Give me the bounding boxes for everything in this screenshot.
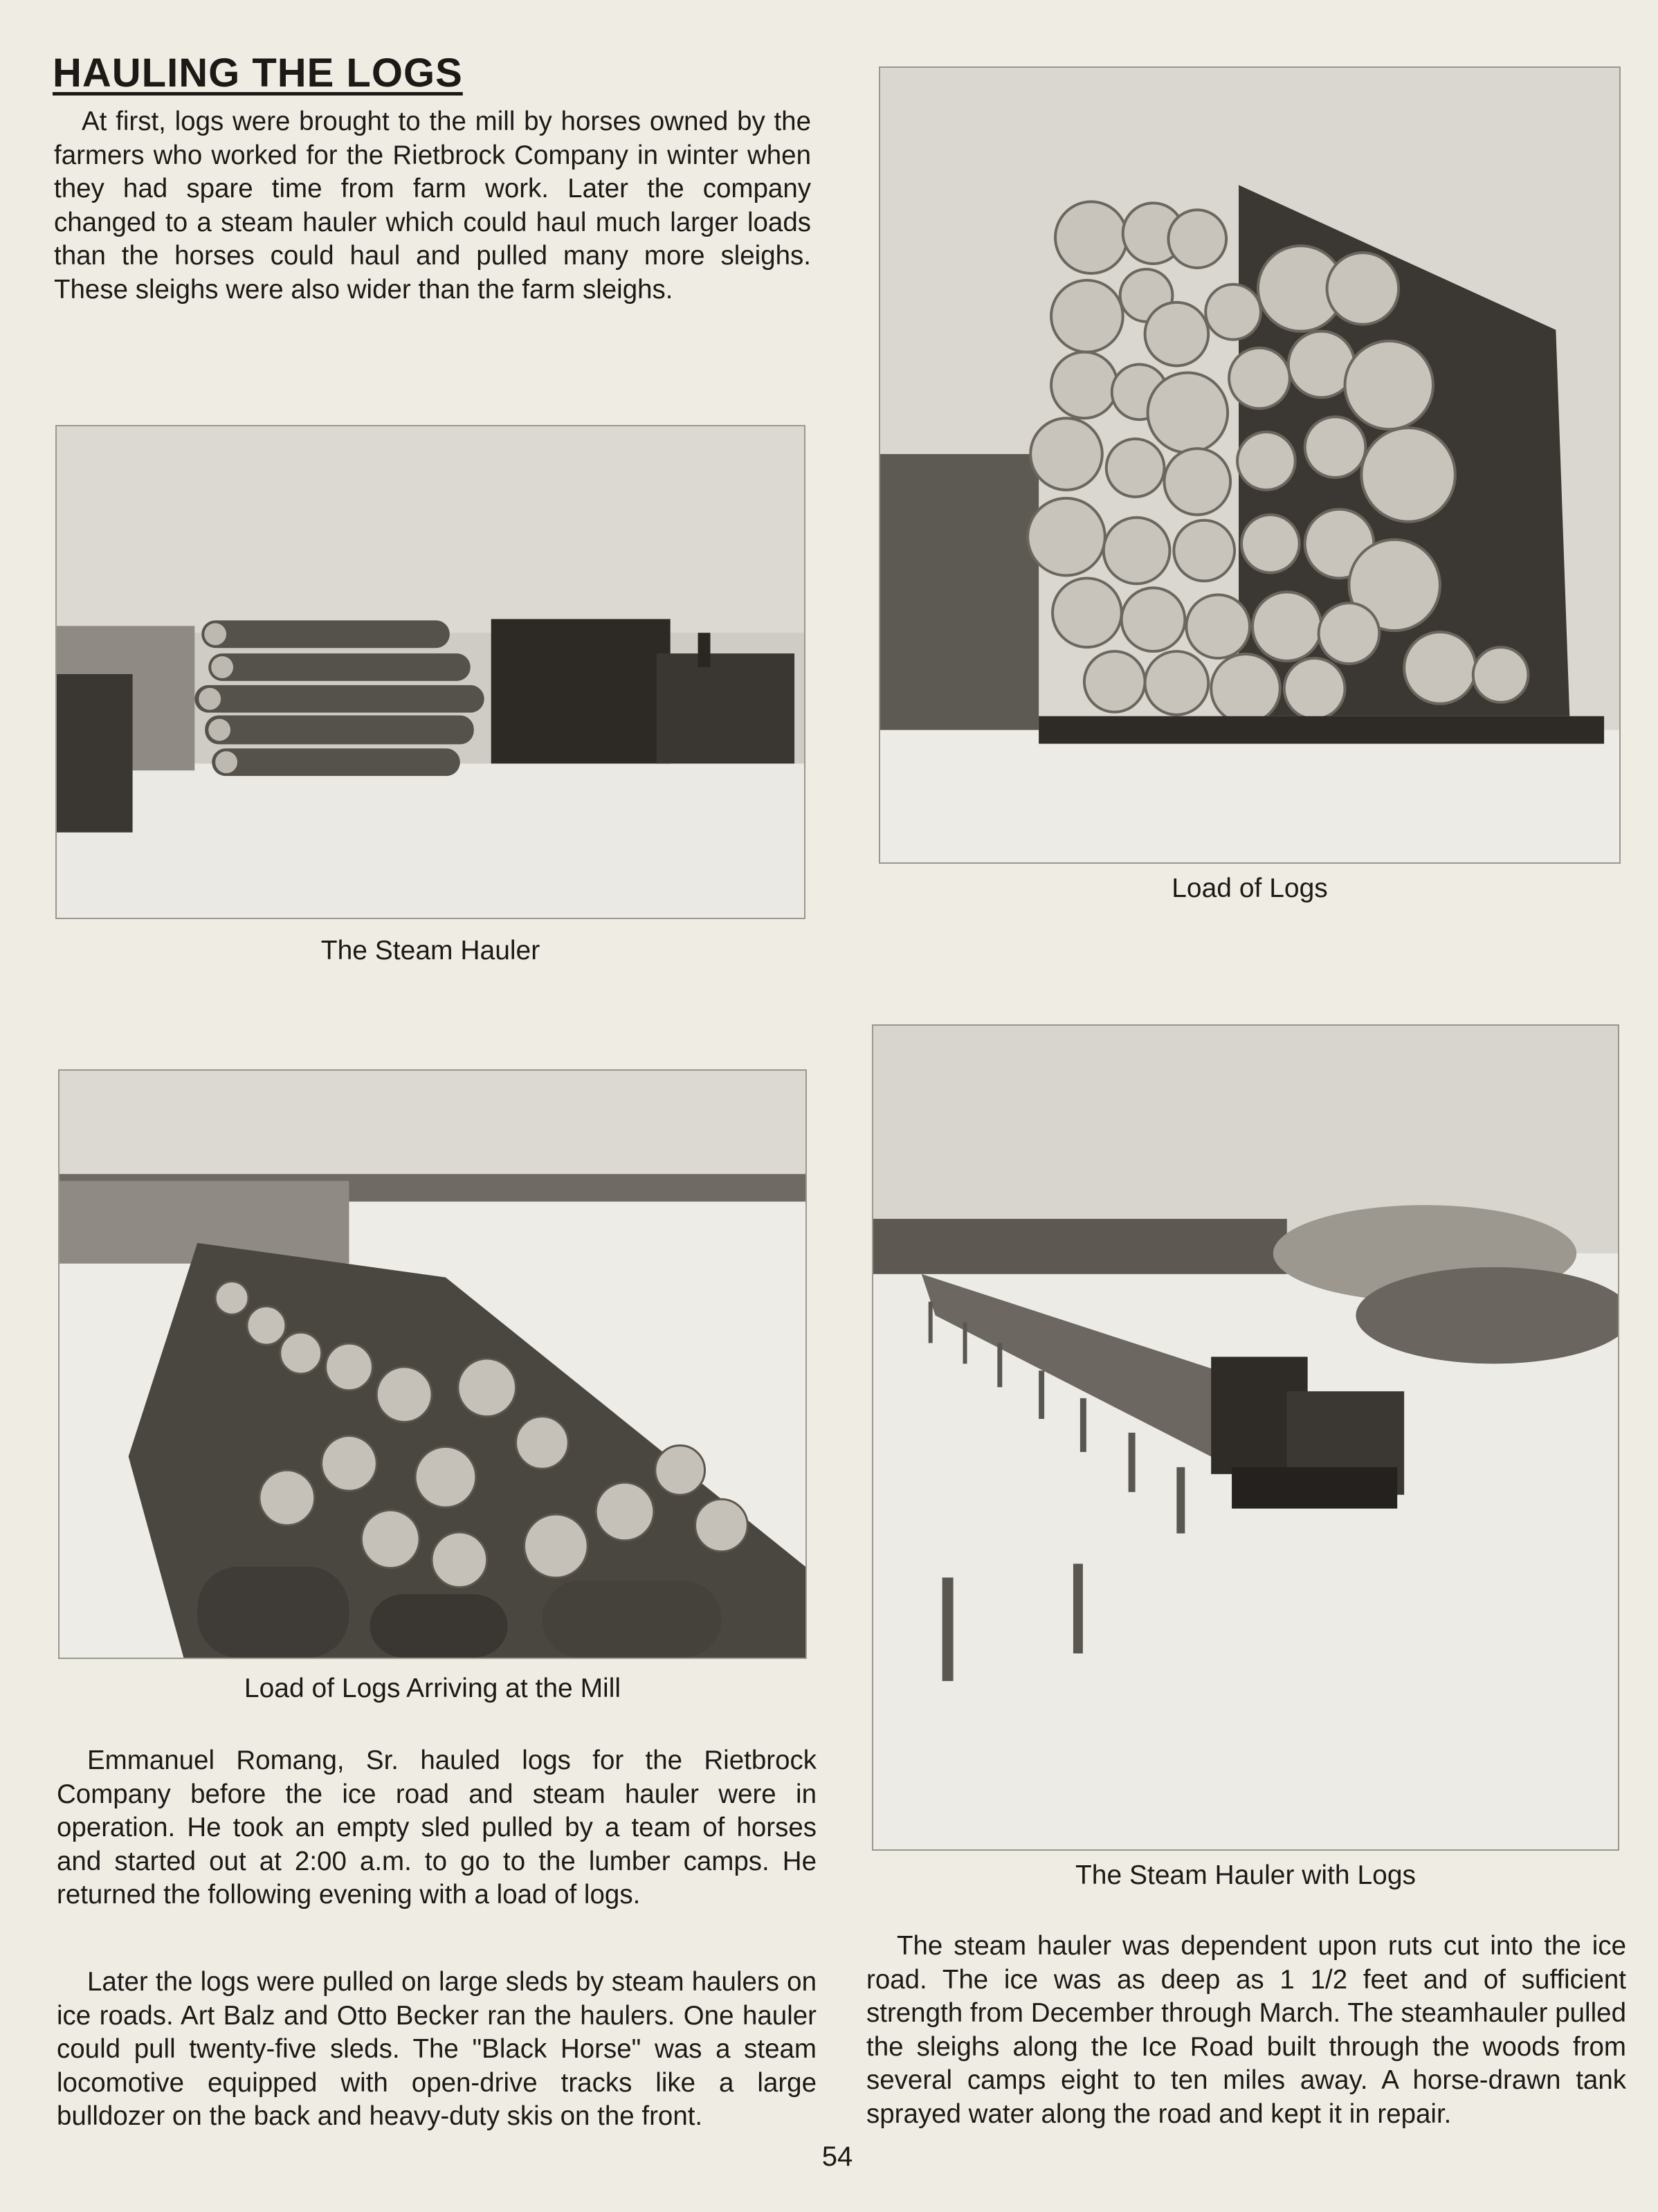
logs-arriving-photo [58, 1069, 807, 1659]
caption-load-of-logs: Load of Logs [1172, 873, 1328, 903]
ice-road-paragraph: The steam hauler was dependent upon ruts cut into the ice road. The ice was as deep as 1 1/2 feet and of sufficient strength from December through March. The steamhauler pulled the sleighs along the Ice Road built through the woods from several camps eight to ten miles away. A horse-drawn tank sprayed water along the road and kept it in repair. [866, 1931, 1626, 2129]
caption-hauler-with-logs: The Steam Hauler with Logs [1075, 1860, 1416, 1890]
caption-logs-arriving: Load of Logs Arriving at the Mill [244, 1674, 621, 1703]
page-title: HAULING THE LOGS [53, 51, 463, 96]
caption-steam-hauler: The Steam Hauler [320, 936, 540, 966]
steam-hauler-photo [55, 425, 805, 919]
romang-paragraph: Emmanuel Romang, Sr. hauled logs for the Rietbrock Company before the ice road and steam hauler were in operation. He took an empty sled pulled by a team of horses and started out at 2:00 a.m. to go to the lumber camps. He returned the following evening with a load of logs. [57, 1746, 817, 1910]
load-of-logs-photo [879, 66, 1621, 864]
steam-haulers-paragraph: Later the logs were pulled on large sleds by steam haulers on ice roads. Art Balz and Otto Becker ran the haulers. One hauler could pull twenty-five sleds. The "Black Horse" was a steam locomotive equipped with open-drive tracks like a large bulldozer on the back and heavy-duty skis on the front. [57, 1967, 817, 2131]
steam-hauler-with-logs-photo [872, 1024, 1619, 1851]
page-number: 54 [821, 2141, 853, 2172]
intro-paragraph: At first, logs were brought to the mill by horses owned by the farmers who worked for the Rietbrock Company in winter when they had spare time from farm work. Later the company changed to a steam hauler which could haul much larger loads than the horses could haul and pulled many more sleighs. These sleighs were also wider than the farm sleighs. [54, 107, 811, 305]
